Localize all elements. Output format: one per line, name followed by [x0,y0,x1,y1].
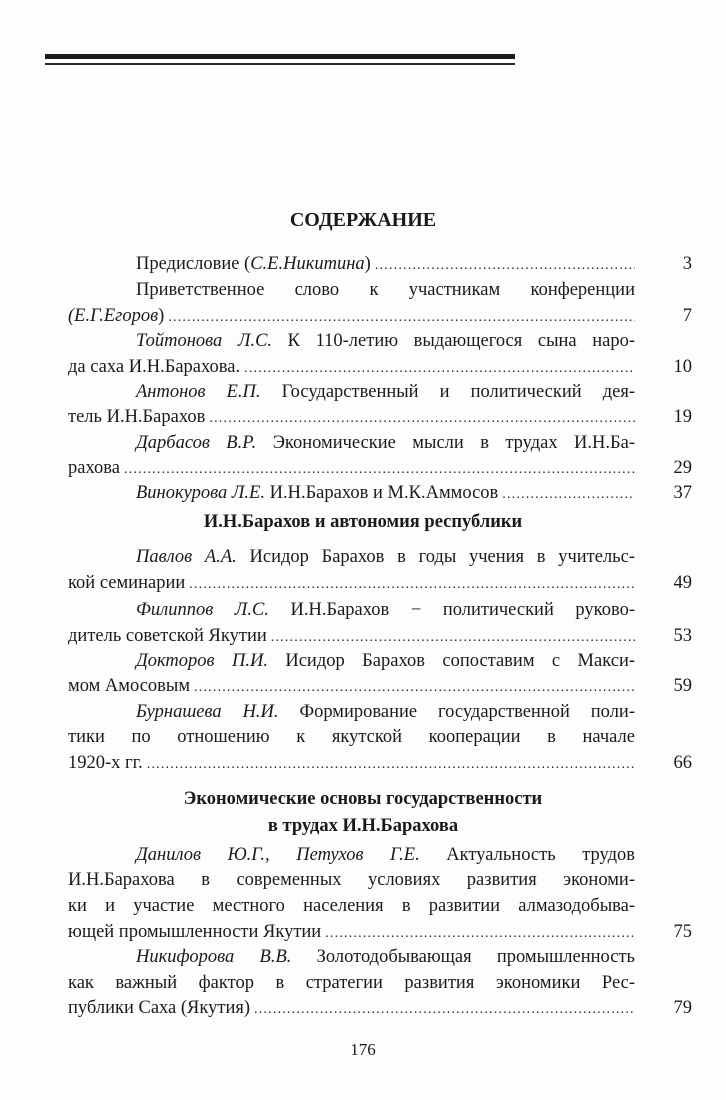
entry-author: С.Е.Никитина [250,254,365,274]
leader-dots [254,997,635,1021]
header-rule-thick [45,54,515,59]
entry-text: Актуальность трудов [419,845,635,865]
entry-text: мом Амосовым [68,676,191,696]
entry-text: Предисловие ( [136,254,251,274]
entry-text: Государственный и политический дея- [260,382,635,402]
toc-entry-danilov-cont2: ки и участие местного населения в развитии алмазодобыва- [68,896,635,916]
entry-author: Докторов П.И. [136,651,268,671]
page-number: 7 [682,306,692,326]
page-number: 10 [673,357,692,377]
entry-text: ) [158,306,165,326]
entry-text: Экономические мысли в трудах И.Н.Ба- [256,433,635,453]
leader-dots [194,675,635,699]
toc-entry-pavlov-cont [68,571,635,596]
entry-author: Дарбасов В.Р. [136,433,257,453]
toc-entry-darbasov-cont [68,456,635,481]
entry-text: 1920-х гг. [68,753,143,773]
entry-text: ющей промышленности Якутии [68,922,322,942]
toc-entry-greeting-cont [68,304,635,329]
toc-entry-darbasov [68,431,635,456]
toc-title: СОДЕРЖАНИЕ [289,209,437,231]
page-number: 59 [673,676,692,696]
entry-author: Никифорова В.В. [136,947,292,967]
toc-entry-preface [68,252,635,277]
page-number: 75 [673,922,692,942]
leader-dots [244,356,635,380]
leader-dots [502,482,635,506]
leader-dots [189,572,635,596]
toc-entry-danilov-cont: И.Н.Барахова в современных условиях развития экономи- [68,870,635,890]
entry-text: И.Н.Барахов и М.К.Аммосов [264,483,499,503]
toc-entry-toitonova-cont [68,355,635,380]
entry-text: К 110-летию выдающегося сына наро- [272,331,635,351]
entry-author: Тойтонова Л.С. [136,331,273,351]
entry-text: Исидор Барахов в годы учения в учительс- [236,547,635,567]
toc-entry-nikiforova-cont2 [68,996,635,1021]
entry-text: тель И.Н.Барахов [68,407,206,427]
leader-dots [375,253,635,277]
toc-entry-danilov-cont3 [68,920,635,945]
entry-author: (Е.Г.Егоров [68,306,159,326]
leader-dots [168,305,635,329]
toc-entry-toitonova [68,329,635,354]
entry-text: рахова [68,458,120,478]
entry-author: Данилов Ю.Г., Петухов Г.Е. [136,845,420,865]
entry-text: Золотодобывающая промышленность [291,947,635,967]
entry-text: И.Н.Барахов − политический руково- [268,600,635,620]
toc-entry-antonov-cont [68,405,635,430]
entry-text: дитель советской Якутии [68,626,267,646]
entry-author: Павлов А.А. [136,547,237,567]
toc-entry-filippov-cont [68,624,635,649]
toc-entry-nikiforova [68,945,635,970]
entry-author: Антонов Е.П. [136,382,261,402]
entry-author: Филиппов Л.С. [136,600,269,620]
toc-entry-burnasheva-cont: тики по отношению к якутской кооперации в начале [68,727,635,747]
leader-dots [147,752,635,776]
entry-text: кой семинарии [68,573,186,593]
leader-dots [124,457,635,481]
toc-entry-danilov [68,843,635,868]
toc-entry-doktorov-cont [68,674,635,699]
toc-entry-burnasheva [68,700,635,725]
entry-author: Бурнашева Н.И. [136,702,279,722]
leader-dots [271,625,635,649]
leader-dots [209,406,635,430]
entry-text: Исидор Барахов сопоставим с Макси- [267,651,635,671]
leader-dots [325,921,635,945]
header-rule-thin [45,63,515,65]
entry-text: публики Саха (Якутия) [68,998,251,1018]
page-number: 19 [673,407,692,427]
section-heading-economy: Экономические основы государственности [183,789,543,809]
toc-entry-doktorov [68,649,635,674]
entry-text: да саха И.Н.Барахова. [68,357,241,377]
entry-text: ) [364,254,371,274]
page-number: 66 [673,753,692,773]
page-number: 53 [673,626,692,646]
page-number: 37 [673,483,692,503]
entry-text: Формирование государственной поли- [278,702,635,722]
toc-entry-greeting: Приветственное слово к участникам конференции [136,280,635,300]
page-number: 49 [673,573,692,593]
section-heading-autonomy: И.Н.Барахов и автономия республики [203,512,523,532]
toc-entry-vinokurova [68,481,635,506]
section-heading-economy-cont: в трудах И.Н.Барахова [267,816,459,836]
page-number: 29 [673,458,692,478]
entry-author: Винокурова Л.Е. [136,483,265,503]
page-number: 3 [682,254,692,274]
toc-entry-filippov [68,598,635,623]
toc-entry-burnasheva-cont2 [68,751,635,776]
toc-entry-nikiforova-cont: как важный фактор в стратегии развития экономики Рес- [68,973,635,993]
page-number: 79 [673,998,692,1018]
folio-page-number: 176 [350,1040,376,1059]
toc-entry-pavlov [68,545,635,570]
toc-entry-antonov [68,380,635,405]
